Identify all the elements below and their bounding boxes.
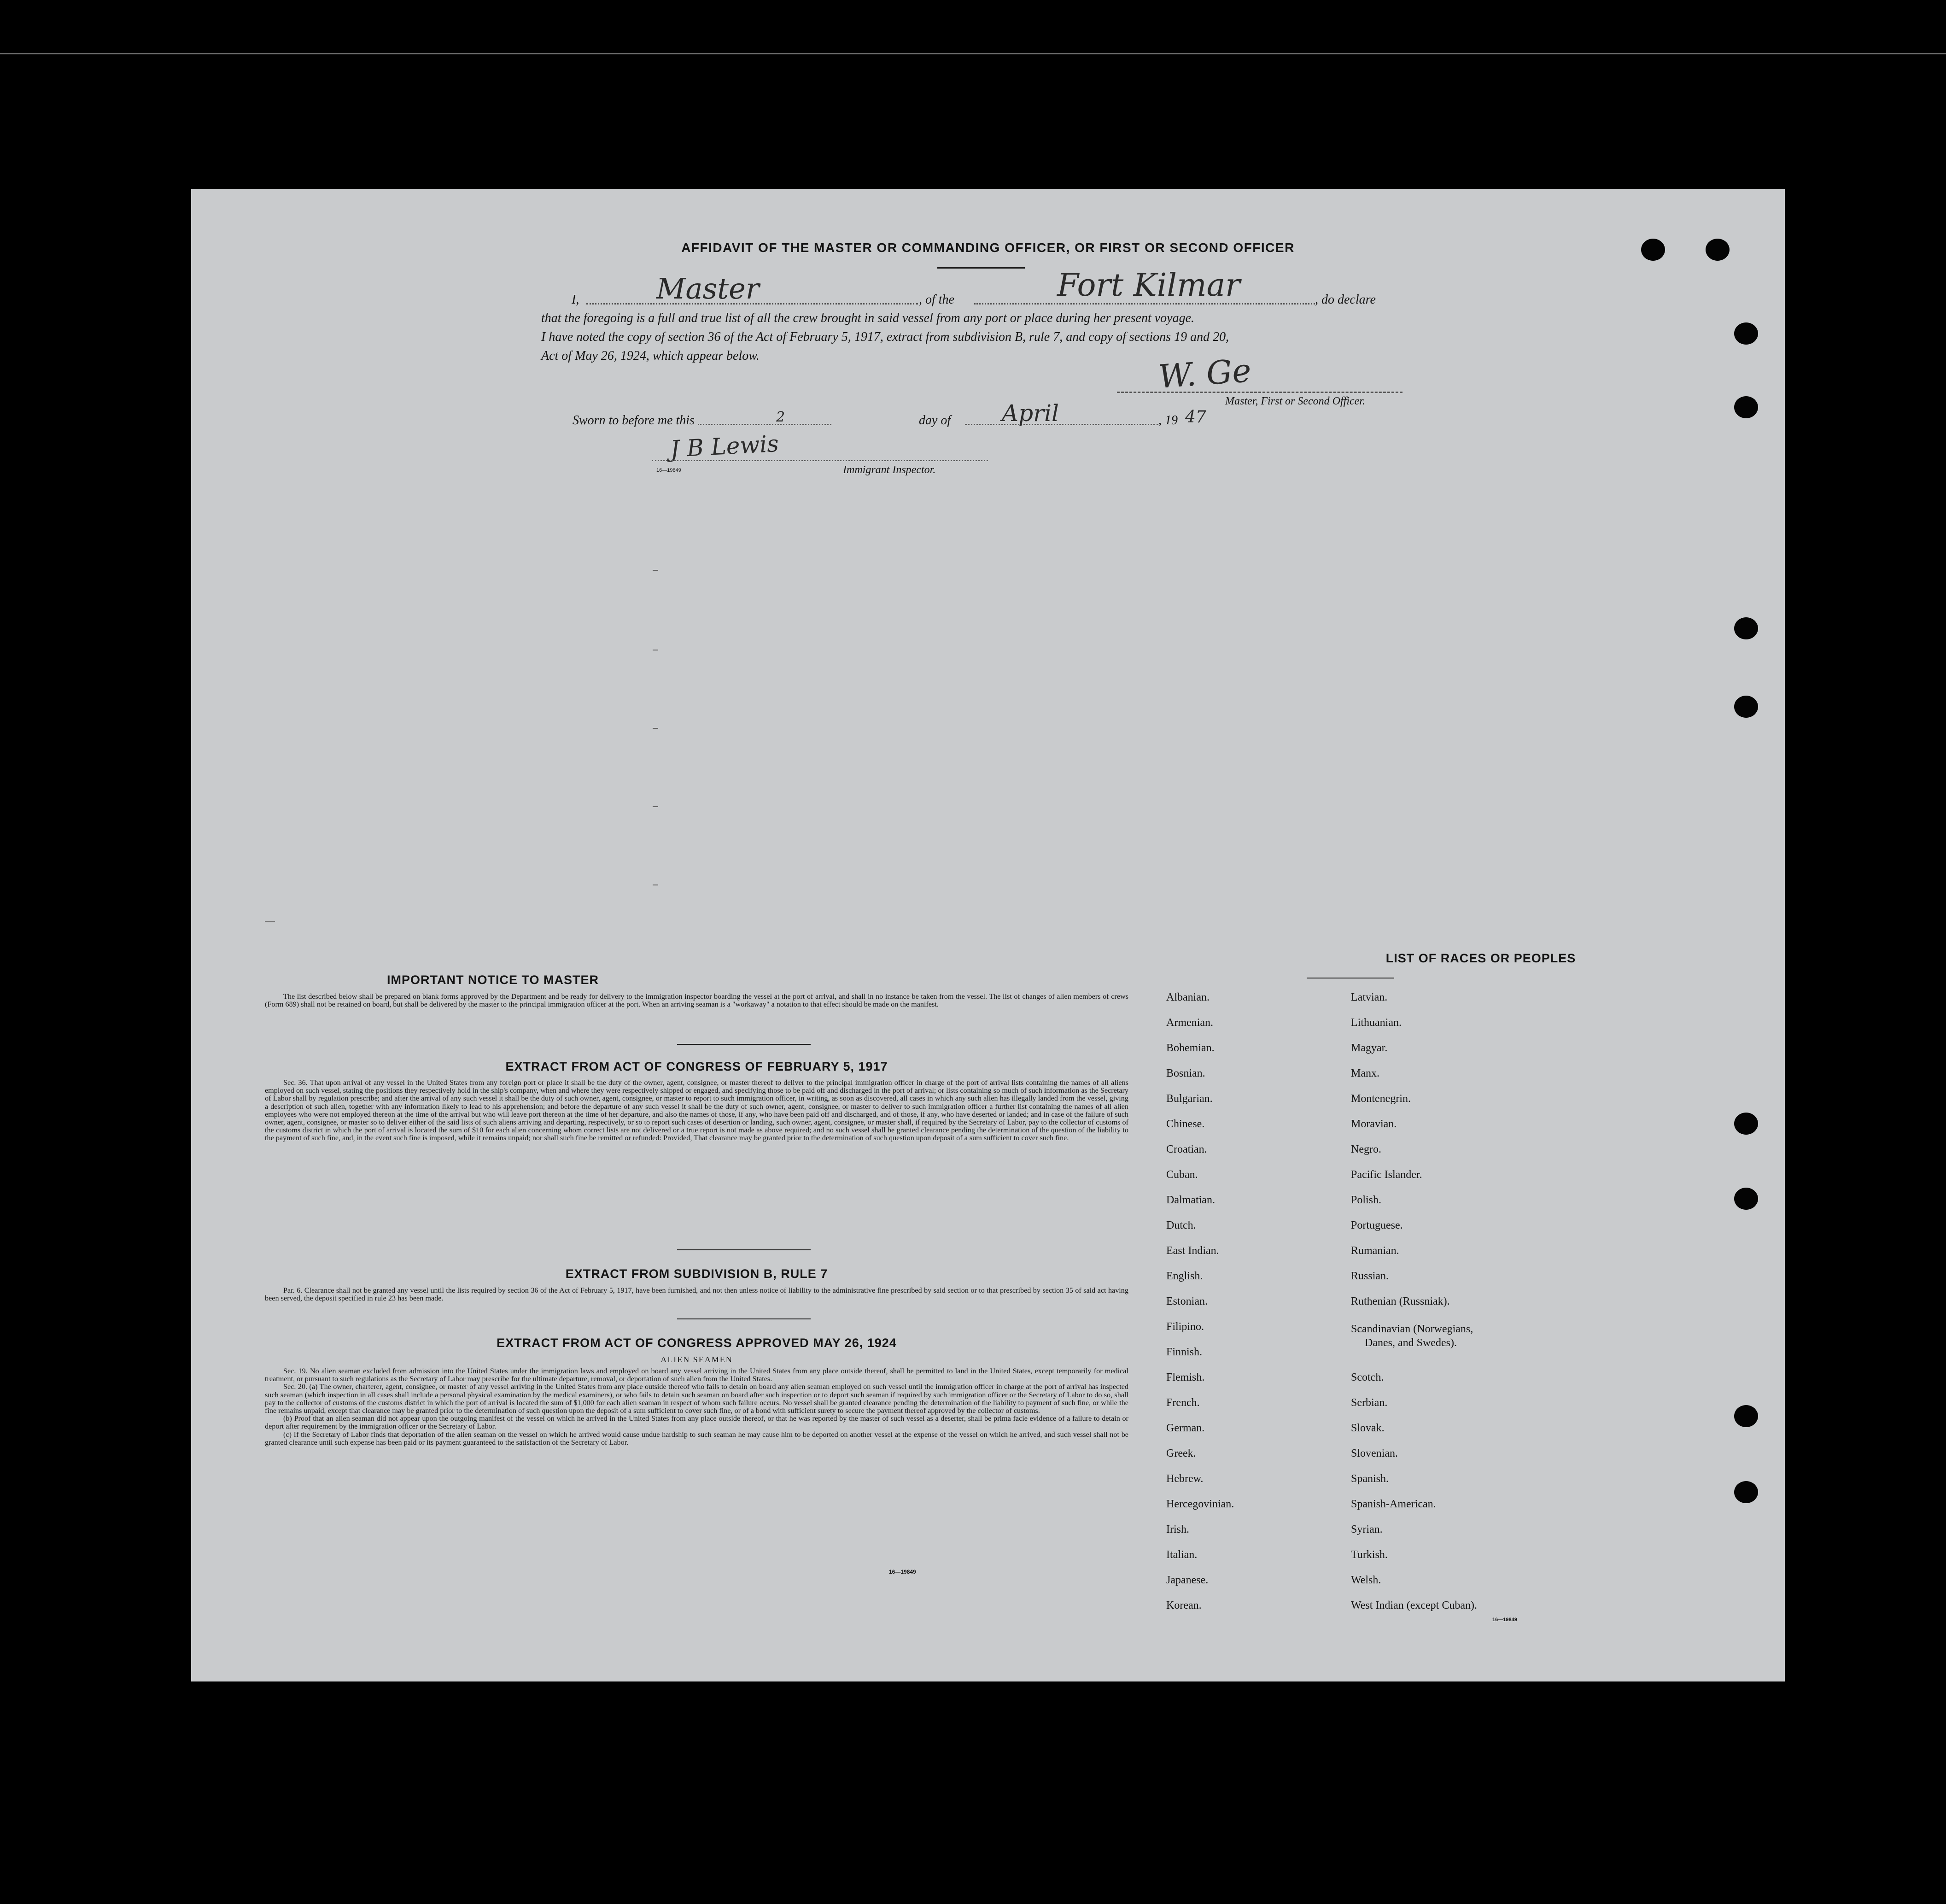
race-entry: Bohemian. [1166, 1042, 1215, 1054]
punch-hole [1734, 322, 1758, 345]
race-entry: Flemish. [1166, 1371, 1205, 1383]
race-entry: Armenian. [1166, 1017, 1213, 1029]
race-entry: Negro. [1351, 1143, 1381, 1155]
master-signature: W. Ge [1157, 352, 1253, 396]
race-entry: Korean. [1166, 1599, 1202, 1611]
margin-tick [653, 570, 658, 571]
punch-hole [1734, 1481, 1758, 1503]
race-entry: Slovak. [1351, 1422, 1385, 1434]
inspector-caption: Immigrant Inspector. [843, 464, 936, 476]
affidavit-title: AFFIDAVIT OF THE MASTER OR COMMANDING OFFICER, OR FIRST OR SECOND OFFICER [681, 240, 1295, 255]
race-entry: Lithuanian. [1351, 1017, 1402, 1029]
extract-1924-text [265, 1367, 1128, 1447]
race-entry: Danes, and Swedes). [1365, 1337, 1457, 1349]
race-entry: Rumanian. [1351, 1245, 1399, 1257]
race-entry: French. [1166, 1397, 1200, 1409]
notice-paragraph: The list described below shall be prepared on blank forms approved by the Department and be ready for delivery to the immigration inspector boarding the vessel at the port of arrival, and shall in no instance be taken from the vessel. The list of changes of alien members of crews (Form 689) shall not be retained on board, but shall be delivered by the master to the principal immigration officer at the port. When an arriving seaman is a "workaway" a notation to that effect should be made on the manifest. [265, 992, 1128, 1009]
races-title: LIST OF RACES OR PEOPLES [1385, 951, 1576, 965]
race-entry: Pacific Islander. [1351, 1169, 1422, 1181]
race-entry: Turkish. [1351, 1549, 1388, 1561]
month-blank [965, 424, 1158, 425]
punch-hole [1734, 696, 1758, 718]
rule-7-title: EXTRACT FROM SUBDIVISION B, RULE 7 [565, 1267, 828, 1281]
race-entry: German. [1166, 1422, 1205, 1434]
extract-1924-title: EXTRACT FROM ACT OF CONGRESS APPROVED MAY 26, 1924 [497, 1336, 897, 1350]
margin-tick [265, 921, 275, 922]
punch-hole [1734, 617, 1758, 639]
race-entry: Dutch. [1166, 1219, 1196, 1231]
affidavit-i: I, [572, 293, 579, 307]
margin-tick [653, 806, 658, 807]
extract-1917-text [265, 1079, 1128, 1142]
year-prefix: , 19 [1158, 413, 1178, 428]
race-entry: Chinese. [1166, 1118, 1205, 1130]
race-entry: Croatian. [1166, 1143, 1207, 1155]
extract-form-number: 16—19849 [889, 1569, 916, 1575]
race-entry: Estonian. [1166, 1295, 1208, 1307]
race-entry: Welsh. [1351, 1574, 1381, 1586]
affidavit-do-declare: , do declare [1315, 293, 1376, 307]
race-entry: Scotch. [1351, 1371, 1384, 1383]
race-entry: Irish. [1166, 1523, 1189, 1535]
race-entry: Spanish. [1351, 1473, 1389, 1485]
sworn-label: Sworn to before me this [573, 413, 695, 428]
race-entry: Manx. [1351, 1067, 1379, 1079]
extract-1917-paragraph: Sec. 36. That upon arrival of any vessel in the United States from any foreign port or place it shall be the duty of the owner, agent, consignee, or master thereof to deliver to the principal immigration officer in charge of the port of arrival lists containing the names of all aliens employed on such vessel, stating the positions they respectively hold in the ship's company, when and where they were respectively shipped or engaged, and specifying those to be paid off and discharged in the port of arrival; or lists containing so much of such information as the Secretary of Labor shall by regulation prescribe; and after the arrival of any such vessel it shall be the duty of such owner, agent, consignee, or master to report to such immigration officer, in writing, as soon as discovered, all cases in which any such alien has illegally landed from the vessel, giving a description of such alien, together with any information likely to lead to his apprehension; and before the departure of any such vessel it shall be the duty of such owner, agent, consignee, or master to deliver to such immigration officer a further list containing the names of all alien employees who were not employed thereon at the time of the arrival but who will leave port thereon at the time of her departure, and also the names of those, if any, who have been paid off and discharged, and of those, if any, who have deserted or landed; and in case of the failure of such owner, agent, consignee, or master so to deliver either of the said lists of such aliens arriving and departing, respectively, or so to report such cases of desertion or landing, such owner, agent, consignee, or master shall, if required by the Secretary of Labor, pay to the collector of customs of the customs district in which the port of arrival is located the sum of $10 for each alien concerning whom correct lists are not delivered or a true report is not made as above required; and no such vessel shall be granted clearance pending the determination of the question of the liability to the payment of such fine, and, in the event such fine is imposed, while it remains unpaid; nor shall such fine be remitted or refunded: Provided, That clearance may be granted prior to the determination of such question upon deposit of a sum sufficient to cover such fine. [265, 1078, 1128, 1142]
inspector-signature: J B Lewis [669, 430, 780, 463]
signer-caption: Master, First or Second Officer. [1225, 395, 1365, 407]
affidavit-line-4: Act of May 26, 1924, which appear below. [541, 349, 760, 363]
race-entry: Italian. [1166, 1549, 1198, 1561]
day-of-label: day of [919, 413, 951, 428]
race-entry: Finnish. [1166, 1346, 1203, 1358]
section-20b-paragraph: (b) Proof that an alien seaman did not appear upon the outgoing manifest of the vessel on which he arrived in the United States from any place outside thereof, or that he was reported by the master of such vessel as a deserter, shall be prima facie evidence of a failure to detain or deport after requirement by the immigration officer or the Secretary of Labor. [265, 1414, 1128, 1431]
affidavit-form-number: 16—19849 [656, 468, 681, 473]
race-entry: Dalmatian. [1166, 1194, 1215, 1206]
document-page [191, 189, 1785, 1681]
race-entry: Portuguese. [1351, 1219, 1403, 1231]
race-entry: Bosnian. [1166, 1067, 1205, 1079]
race-entry: Magyar. [1351, 1042, 1388, 1054]
master-name-handwriting: Master [656, 272, 760, 305]
race-entry: Bulgarian. [1166, 1093, 1213, 1105]
notice-text [265, 993, 1128, 1008]
punch-hole [1734, 1405, 1758, 1427]
race-entry: Scandinavian (Norwegians, [1351, 1323, 1473, 1335]
race-entry: West Indian (except Cuban). [1351, 1599, 1477, 1611]
signature-line [1117, 392, 1403, 393]
race-entry: Slovenian. [1351, 1447, 1398, 1459]
day-blank [698, 424, 831, 425]
punch-hole [1734, 396, 1758, 418]
race-entry: Latvian. [1351, 991, 1388, 1003]
section-20a-paragraph: Sec. 20. (a) The owner, charterer, agent, consignee, or master of any vessel arriving in the United States from any place outside thereof who fails to detain on board any alien seaman employed on such vessel until the immigration officer in charge at the port of arrival has inspected such seaman (which inspection in all cases shall include a personal physical examination by the medical examiners), or who fails to detain such seaman on board after such inspection or to deport such seaman if required by such immigration officer or the Secretary of Labor to do so, shall pay to the collector of customs of the customs district in which the port of arrival is located the sum of $1,000 for each alien seaman in respect of whom such failure occurs. No vessel shall be granted clearance pending the determination of the liability to payment of such fine, or while the fine remains unpaid, except that clearance may be granted prior to the determination of such question upon the deposit of a sum sufficient to cover such fine, or of a bond with sufficient surety to secure the payment thereof approved by the collector of customs. [265, 1383, 1128, 1415]
race-entry: Japanese. [1166, 1574, 1209, 1586]
scan-border-line [0, 53, 1946, 54]
sworn-day: 2 [776, 409, 785, 425]
race-entry: Hercegovinian. [1166, 1498, 1234, 1510]
sworn-month: April [1002, 400, 1059, 427]
race-entry: Spanish-American. [1351, 1498, 1436, 1510]
races-form-number: 16—19849 [1492, 1617, 1517, 1623]
vessel-name-handwriting: Fort Kilmar [1057, 267, 1240, 304]
race-entry: Polish. [1351, 1194, 1382, 1206]
affidavit-line-2: that the foregoing is a full and true list of all the crew brought in said vessel from any port or place during her present voyage. [541, 311, 1195, 325]
affidavit-of-the: , of the [919, 293, 954, 307]
section-20c-paragraph: (c) If the Secretary of Labor finds that deportation of the alien seaman on the vessel on which he arrived would cause undue hardship to such seaman he may cause him to be deported on another vessel at the expense of the vessel on which he arrived, and such vessel shall not be granted clearance until such expense has been paid or its payment guaranteed to the satisfaction of the Secretary of Labor. [265, 1430, 1128, 1447]
race-entry: Ruthenian (Russniak). [1351, 1295, 1450, 1307]
race-entry: Filipino. [1166, 1321, 1204, 1333]
extract-1924-subtitle: ALIEN SEAMEN [660, 1355, 733, 1364]
notice-title: IMPORTANT NOTICE TO MASTER [387, 973, 599, 987]
inspector-line [652, 460, 988, 461]
race-entry: Cuban. [1166, 1169, 1198, 1181]
race-entry: Russian. [1351, 1270, 1389, 1282]
race-entry: Albanian. [1166, 991, 1210, 1003]
race-entry: English. [1166, 1270, 1203, 1282]
margin-tick [653, 728, 658, 729]
race-entry: Hebrew. [1166, 1473, 1204, 1485]
notice-rule [677, 1044, 811, 1045]
rule-7-text [265, 1287, 1128, 1302]
race-entry: Serbian. [1351, 1397, 1388, 1409]
rule-7-paragraph: Par. 6. Clearance shall not be granted any vessel until the lists required by section 36 of the Act of February 5, 1917, have been furnished, and not then unless notice of liability to the administrative fine prescribed by said section or to that prescribed by section 35 of said act having been served, the deposit specified in rule 23 has been made. [265, 1286, 1128, 1303]
punch-hole [1734, 1113, 1758, 1135]
race-entry: Greek. [1166, 1447, 1196, 1459]
punch-hole [1734, 1188, 1758, 1210]
rule-7-rule [677, 1318, 811, 1319]
race-entry: East Indian. [1166, 1245, 1219, 1257]
affidavit-line-3: I have noted the copy of section 36 of the Act of February 5, 1917, extract from subdivision B, rule 7, and copy of sections 19 and 20, [541, 330, 1229, 344]
title-rule [937, 267, 1025, 269]
sworn-year: 47 [1185, 408, 1206, 427]
section-19-paragraph: Sec. 19. No alien seaman excluded from admission into the United States under the immigration laws and employed on board any vessel arriving in the United States from any place outside thereof, shall be permitted to land in the United States, except temporarily for medical treatment, or pursuant to such regulations as the Secretary of Labor may prescribe for the ultimate departure, removal, or deportation of such alien from the United States. [265, 1367, 1128, 1383]
race-entry: Syrian. [1351, 1523, 1383, 1535]
extract-1917-title: EXTRACT FROM ACT OF CONGRESS OF FEBRUARY 5, 1917 [505, 1060, 888, 1073]
extract-1917-rule [677, 1249, 811, 1250]
race-entry: Montenegrin. [1351, 1093, 1411, 1105]
race-entry: Moravian. [1351, 1118, 1397, 1130]
